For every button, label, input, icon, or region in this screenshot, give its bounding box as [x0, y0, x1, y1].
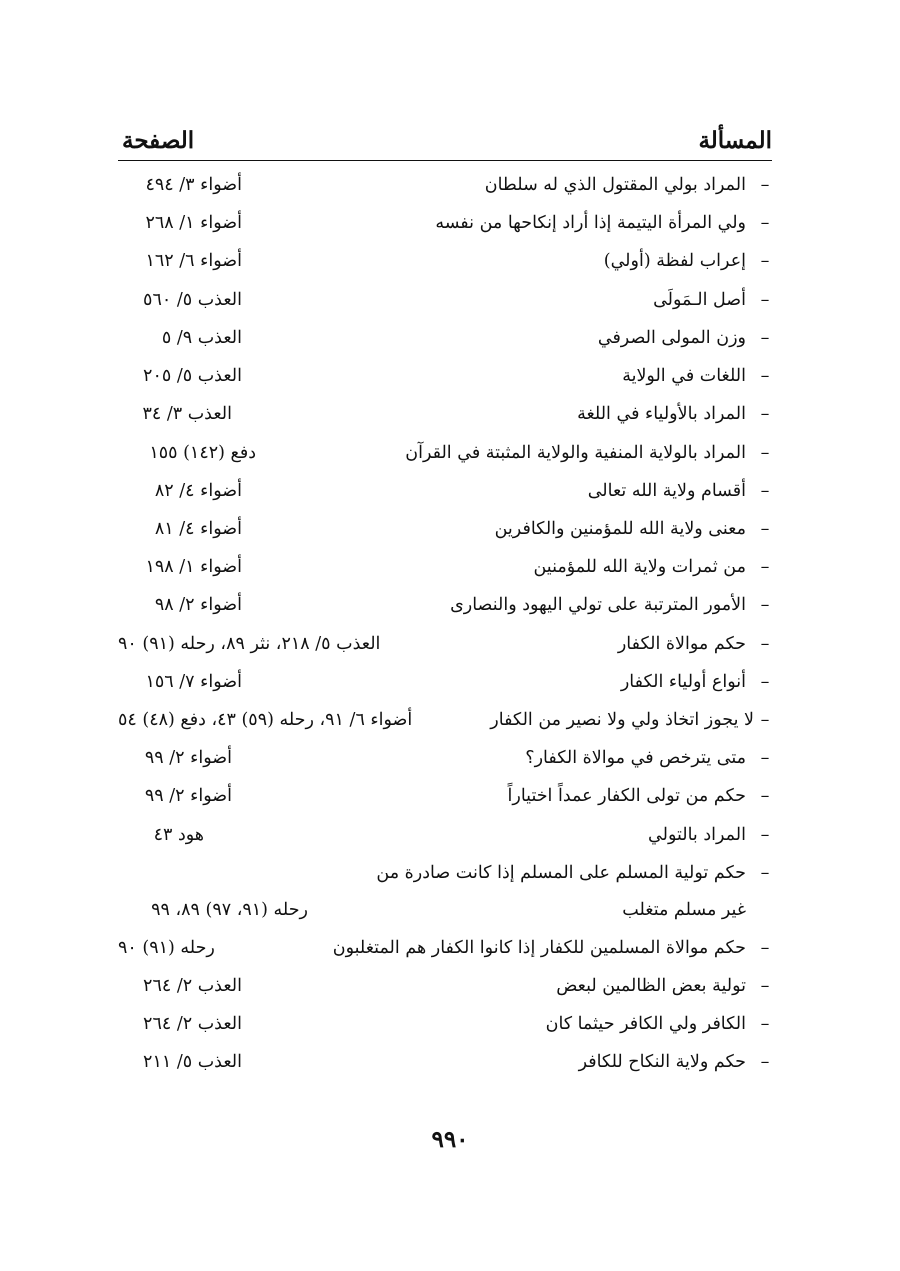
entry-question: غير مسلم متغلب	[622, 900, 746, 920]
index-entry-continuation	[118, 893, 772, 927]
entry-question: أقسام ولاية الله تعالى	[587, 481, 746, 501]
index-entry	[118, 244, 772, 278]
entry-reference: رحله (٩١، ٩٧) ٨٩، ٩٩	[151, 900, 308, 920]
entry-question: اللغات في الولاية	[622, 366, 746, 386]
bullet-dash: –	[760, 938, 770, 958]
entry-question: حكم تولية المسلم على المسلم إذا كانت صادرة من	[376, 863, 746, 883]
bullet-dash: –	[760, 557, 770, 577]
index-entry	[118, 703, 772, 737]
bullet-dash: –	[760, 595, 770, 615]
index-entry	[118, 969, 772, 1003]
bullet-dash: –	[760, 825, 770, 845]
entry-reference: العذب ٥/ ٢١٨، نثر ٨٩، رحله (٩١) ٩٠	[118, 634, 381, 654]
entry-question: حكم موالاة الكفار	[617, 634, 746, 654]
index-entry	[118, 856, 772, 890]
index-entry	[118, 627, 772, 661]
entry-reference: أضواء ٢/ ٩٩	[144, 748, 232, 768]
index-entry	[118, 1007, 772, 1041]
entry-reference: أضواء ٤/ ٨٢	[154, 481, 242, 501]
entry-question: حكم من تولى الكفار عمداً اختياراً	[507, 786, 746, 806]
entry-question: معنى ولاية الله للمؤمنين والكافرين	[494, 519, 746, 539]
entry-reference: أضواء ٧/ ١٥٦	[145, 672, 242, 692]
bullet-dash: –	[760, 1052, 770, 1072]
bullet-dash: –	[760, 481, 770, 501]
page-number: ٩٩٠	[431, 1126, 469, 1153]
entry-reference: العذب ٥/ ٢٠٥	[143, 366, 242, 386]
entry-question: لا يجوز اتخاذ ولي ولا نصير من الكفار	[490, 710, 754, 730]
bullet-dash: –	[760, 290, 770, 310]
index-entry	[118, 397, 772, 431]
entry-question: متى يترخص في موالاة الكفار؟	[525, 748, 746, 768]
bullet-dash: –	[760, 863, 770, 883]
index-entry	[118, 818, 772, 852]
entry-reference: أضواء ٤/ ٨١	[154, 519, 242, 539]
entry-question: تولية بعض الظالمين لبعض	[556, 976, 746, 996]
entry-reference: العذب ٩/ ٥	[161, 328, 242, 348]
index-entry	[118, 512, 772, 546]
entry-question: المراد بالتولي	[648, 825, 746, 845]
entry-question: أنواع أولياء الكفار	[620, 672, 746, 692]
bullet-dash: –	[760, 976, 770, 996]
entry-question: المراد بالأولياء في اللغة	[577, 404, 746, 424]
entry-reference: رحله (٩١) ٩٠	[118, 938, 215, 958]
index-entry	[118, 550, 772, 584]
bullet-dash: –	[760, 748, 770, 768]
index-entry	[118, 665, 772, 699]
index-entry	[118, 206, 772, 240]
index-entry	[118, 359, 772, 393]
index-entry	[118, 741, 772, 775]
bullet-dash: –	[760, 213, 770, 233]
entry-question: الكافر ولي الكافر حيثما كان	[545, 1014, 746, 1034]
entry-question: حكم ولاية النكاح للكافر	[578, 1052, 746, 1072]
index-entry	[118, 436, 772, 470]
entry-reference: دفع (١٤٢) ١٥٥	[149, 443, 256, 463]
entry-reference: العذب ٣/ ٣٤	[142, 404, 232, 424]
entry-reference: أضواء ٢/ ٩٨	[154, 595, 242, 615]
bullet-dash: –	[760, 328, 770, 348]
entry-reference: أضواء ١/ ١٩٨	[145, 557, 242, 577]
question-column-header: المسألة	[698, 127, 772, 154]
entry-question: أصل الـمَولَى	[653, 290, 746, 310]
index-entry	[118, 931, 772, 965]
entry-question: إعراب لفظة (أولي)	[603, 251, 746, 271]
index-entry	[118, 1045, 772, 1079]
entry-question: المراد بولي المقتول الذي له سلطان	[484, 175, 746, 195]
bullet-dash: –	[760, 634, 770, 654]
entry-reference: أضواء ٣/ ٤٩٤	[145, 175, 242, 195]
entry-reference: العذب ٢/ ٢٦٤	[143, 976, 242, 996]
bullet-dash: –	[760, 672, 770, 692]
entry-reference: العذب ٥/ ٢١١	[143, 1052, 242, 1072]
entry-question: حكم موالاة المسلمين للكفار إذا كانوا الكفار هم المتغلبون	[332, 938, 746, 958]
bullet-dash: –	[760, 175, 770, 195]
index-entry	[118, 168, 772, 202]
entry-reference: العذب ٥/ ٥٦٠	[143, 290, 242, 310]
entry-reference: أضواء ١/ ٢٦٨	[145, 213, 242, 233]
entry-question: من ثمرات ولاية الله للمؤمنين	[533, 557, 746, 577]
index-entry	[118, 321, 772, 355]
entry-reference: أضواء ٦/ ١٦٢	[145, 251, 242, 271]
entry-reference: العذب ٢/ ٢٦٤	[143, 1014, 242, 1034]
entry-question: الأمور المترتبة على تولي اليهود والنصارى	[450, 595, 746, 615]
bullet-dash: –	[760, 519, 770, 539]
bullet-dash: –	[760, 366, 770, 386]
bullet-dash: –	[760, 786, 770, 806]
entry-reference: أضواء ٢/ ٩٩	[144, 786, 232, 806]
bullet-dash: –	[760, 710, 770, 730]
bullet-dash: –	[760, 404, 770, 424]
entry-question: وزن المولى الصرفي	[597, 328, 746, 348]
table-header	[118, 126, 772, 161]
index-entry	[118, 779, 772, 813]
entry-question: ولي المرأة اليتيمة إذا أراد إنكاحها من نفسه	[435, 213, 746, 233]
page-column-header: الصفحة	[122, 127, 195, 154]
index-entry	[118, 588, 772, 622]
bullet-dash: –	[760, 251, 770, 271]
entry-reference: هود ٤٣	[153, 825, 204, 845]
entry-reference: أضواء ٦/ ٩١، رحله (٥٩) ٤٣، دفع (٤٨) ٥٤	[118, 710, 413, 730]
bullet-dash: –	[760, 1014, 770, 1034]
index-entry	[118, 474, 772, 508]
index-entry	[118, 283, 772, 317]
bullet-dash: –	[760, 443, 770, 463]
entry-question: المراد بالولاية المنفية والولاية المثبتة في القرآن	[405, 443, 746, 463]
